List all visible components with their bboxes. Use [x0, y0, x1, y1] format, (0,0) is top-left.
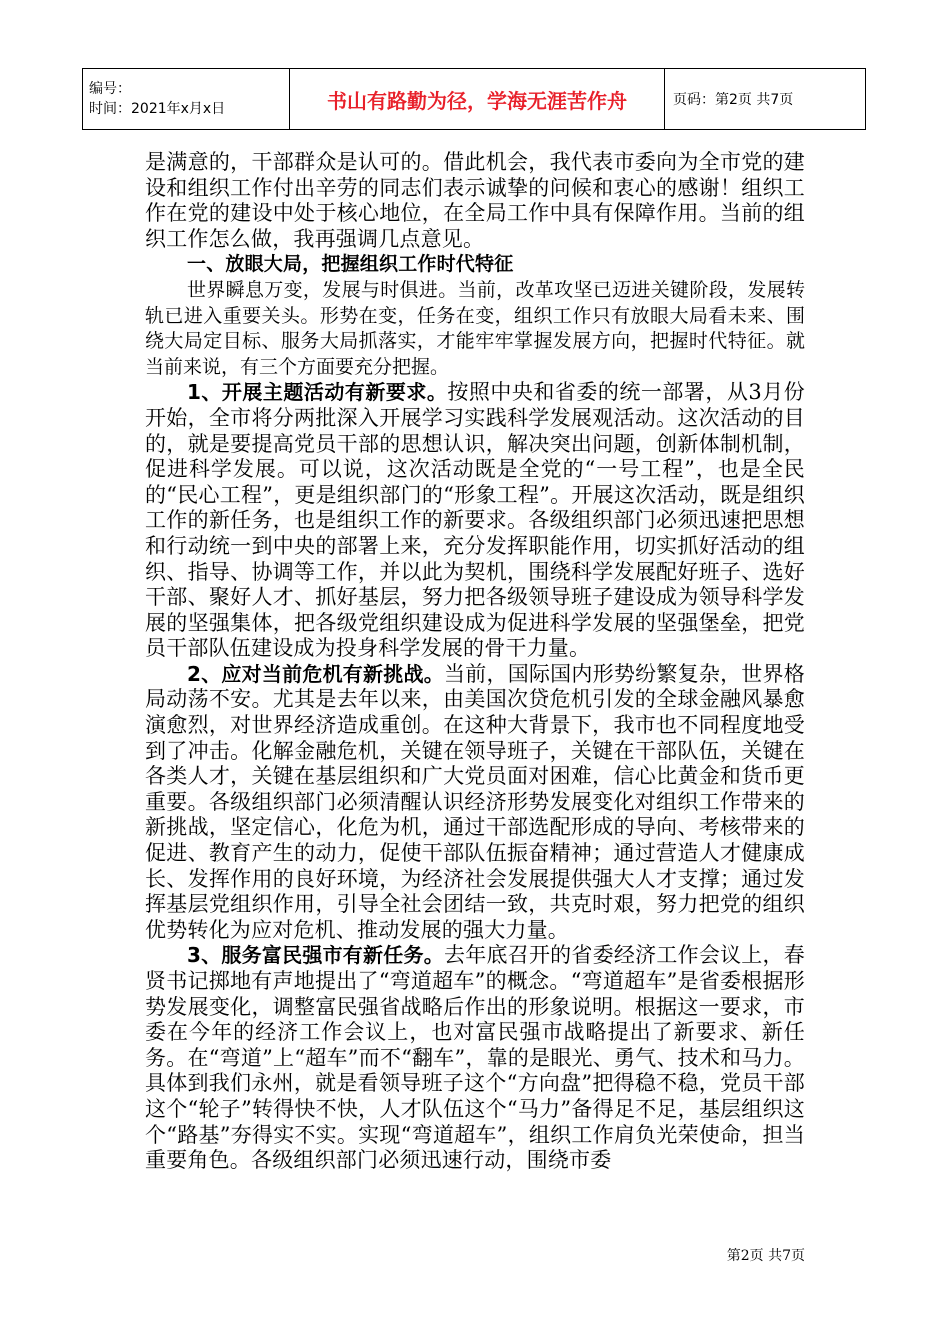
header-page-info: 页码：第2页 共7页	[665, 69, 866, 130]
paragraph-point-1	[145, 380, 805, 662]
paragraph-point-2	[145, 662, 805, 944]
paragraph-point-3	[145, 943, 805, 1173]
point-2-text: 当前，国际国内形势纷繁复杂，世界格局动荡不安。尤其是去年以来，由美国次贷危机引发的全球金融风暴愈演愈烈，对世界经济造成重创。在这种大背景下，我市也不同程度地受到了冲击。化解金融危机，关键在领导班子，关键在干部队伍，关键在各类人才，关键在基层组织和广大党员面对困难，信心比黄金和货币更重要。各级组织部门必须清醒认识经济形势发展变化对组织工作带来的新挑战，坚定信心，化危为机，通过干部选配形成的导向、考核带来的促进、教育产生的动力，促使干部队伍振奋精神；通过营造人才健康成长、发挥作用的良好环境，为经济社会发展提供强大人才支撑；通过发挥基层党组织作用，引导全社会团结一致，共克时艰，努力把党的组织优势转化为应对危机、推动发展的强大力量。	[145, 661, 805, 942]
document-body	[145, 150, 805, 1174]
point-3-lead: 3、服务富民强市有新任务。	[187, 943, 444, 968]
number-label: 编号：	[89, 81, 131, 97]
paragraph-intro: 是满意的，干部群众是认可的。借此机会，我代表市委向为全市党的建设和组织工作付出辛劳的同志们表示诚挚的问候和衷心的感谢！组织工作在党的建设中处于核心地位，在全局工作中具有保障作用。当前的组织工作怎么做，我再强调几点意见。	[145, 150, 805, 251]
paragraph-overview: 世界瞬息万变，发展与时俱进。当前，改革攻坚已迈进关键阶段，发展转轨已进入重要关头。形势在变，任务在变，组织工作只有放眼大局看未来、围绕大局定目标、服务大局抓落实，才能牢牢掌握发展方向，把握时代特征。就当前来说，有三个方面要充分把握。	[145, 278, 805, 378]
header-motto: 书山有路勤为径，学海无涯苦作舟	[290, 69, 665, 130]
point-1-text: 按照中央和省委的统一部署，从3月份开始，全市将分两批深入开展学习实践科学发展观活动。这次活动的目的，就是要提高党员干部的思想认识，解决突出问题，创新体制机制，促进科学发展。可以说，这次活动既是全党的“一号工程”，也是全民的“民心工程”，更是组织部门的“形象工程”。开展这次活动，既是组织工作的新任务，也是组织工作的新要求。各级组织部门必须迅速把思想和行动统一到中央的部署上来，充分发挥职能作用，切实抓好活动的组织、指导、协调等工作，并以此为契机，围绕科学发展配好班子、选好干部、聚好人才、抓好基层，努力把各级领导班子建设成为领导科学发展的坚强集体，把各级党组织建设成为促进科学发展的坚强堡垒，把党员干部队伍建设成为投身科学发展的骨干力量。	[145, 380, 805, 661]
point-2-lead: 2、应对当前危机有新挑战。	[187, 661, 444, 686]
section-heading-1: 一、放眼大局，把握组织工作时代特征	[187, 253, 514, 276]
footer-page-number: 第2页 共7页	[726, 1248, 805, 1264]
point-3-text: 去年底召开的省委经济工作会议上，春贤书记掷地有声地提出了“弯道超车”的概念。“弯道超车”是省委根据形势发展变化，调整富民强省战略后作出的形象说明。根据这一要求，市委在今年的经济工作会议上，也对富民强市战略提出了新要求、新任务。在“弯道”上“超车”而不“翻车”，靠的是眼光、勇气、技术和马力。具体到我们永州，就是看领导班子这个“方向盘”把得稳不稳，党员干部这个“轮子”转得快不快，人才队伍这个“马力”备得足不足，基层组织这个“路基”夯得实不实。实现“弯道超车”，组织工作肩负光荣使命，担当重要角色。各级组织部门必须迅速行动，围绕市委	[145, 943, 805, 1173]
header-meta	[83, 69, 290, 130]
header-table	[82, 68, 866, 130]
time-label: 时间：2021年x月x日	[89, 101, 226, 117]
point-1-lead: 1、开展主题活动有新要求。	[187, 380, 448, 405]
